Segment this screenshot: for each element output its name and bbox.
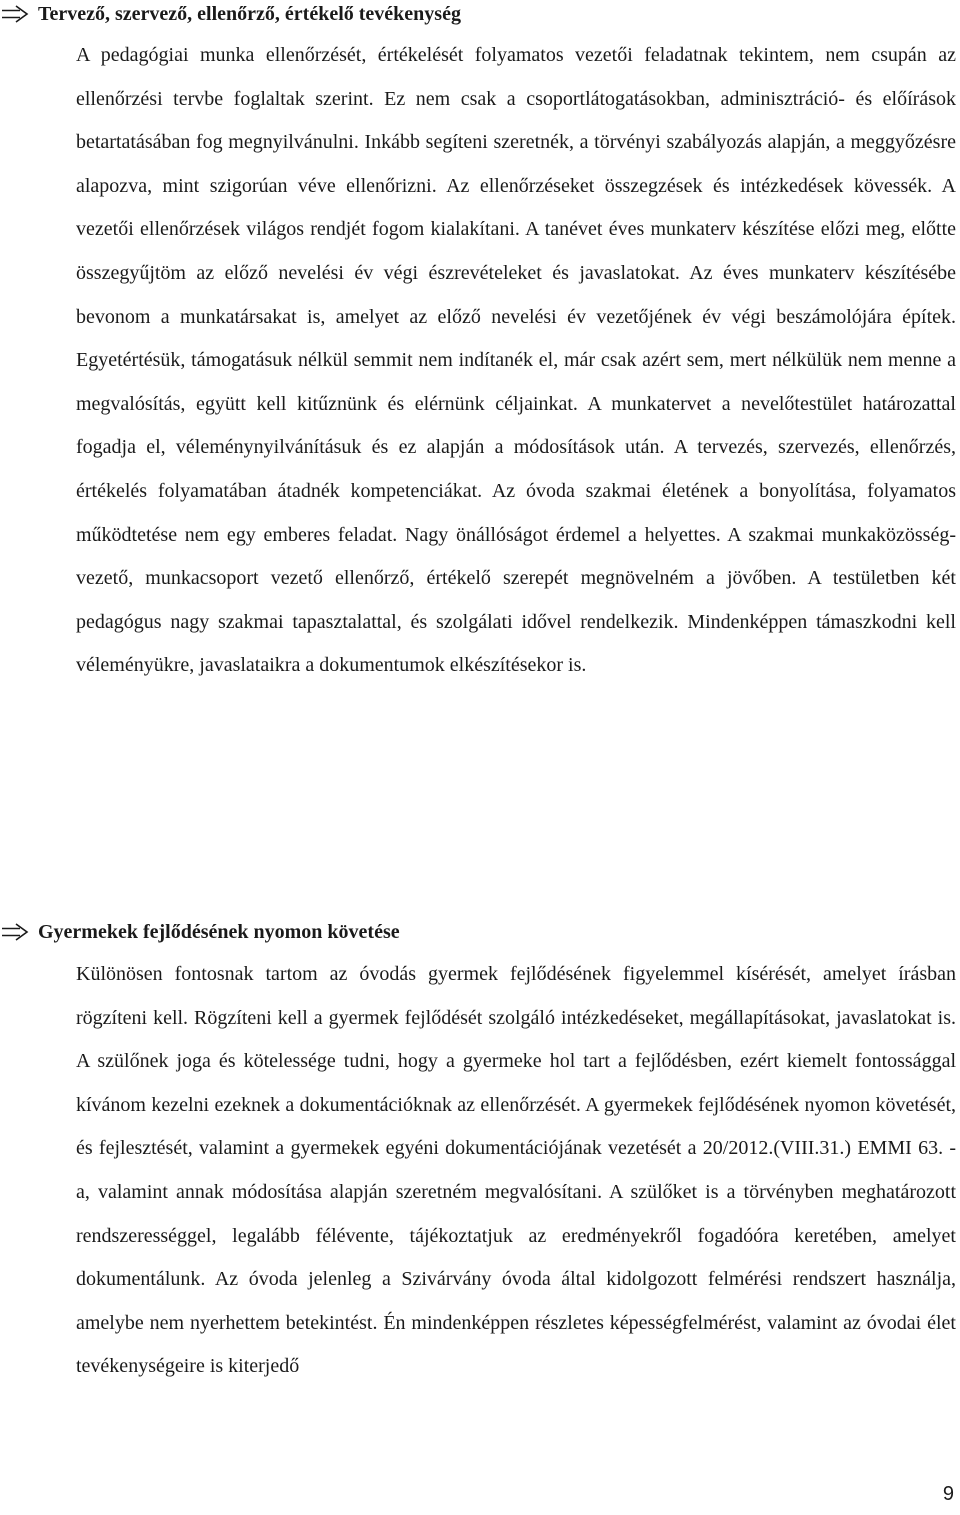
double-arrow-right-icon — [0, 922, 38, 942]
section-heading-2 — [0, 918, 955, 946]
section-paragraph-1: A pedagógiai munka ellenőrzését, értékelését folyamatos vezetői feladatnak tekintem, nem csupán az ellenőrzési tervbe foglaltak szerint. Ez nem csak a csoportlátogatásokban, adminisztráció- és előírások betartatásában fog megnyilvánulni. Inkább segíteni szeretnék, a törvényi szabályozás alapján, a meggyőzésre alapozva, mint szigorúan véve ellenőrizni. Az ellenőrzéseket összegzések és intézkedések kövessék. A vezetői ellenőrzések világos rendjét fogom kialakítani. A tanévet éves munkaterv készítése előzi meg, előtte összegyűjtöm az előző nevelési év végi észrevételeket és javaslatokat. Az éves munkaterv készítésébe bevonom a munkatársakat is, amelyet az előző nevelési év vezetőjének év végi beszámolójára építek. Egyetértésük, támogatásuk nélkül semmit nem indítanék el, már csak azért sem, mert nélkülük nem menne a megvalósítás, együtt kell kitűznünk és elérnünk céljainkat. A munkatervet a nevelőtestület határozattal fogadja el, véleménynyilvánításuk és ez alapján a módosítások után. A tervezés, szervezés, ellenőrzés, értékelés folyamatában átadnék kompetenciákat. Az óvoda szakmai életének a bonyolítása, folyamatos működtetése nem egy emberes feladat. Nagy önállóságot érdemel a helyettes. A szakmai munkaközösség-vezető, munkacsoport vezető ellenőrző, értékelő szerepét megnövelném a jövőben. A testületben két pedagógus nagy szakmai tapasztalattal, és szolgálati idővel rendelkezik. Mindenképpen támaszkodni kell véleményükre, javaslataikra a dokumentumok elkészítésekor is. — [76, 44, 956, 677]
double-arrow-right-icon — [0, 4, 38, 24]
section-heading-text: Tervező, szervező, ellenőrző, értékelő tevékenység — [38, 3, 461, 25]
section-heading-1 — [0, 0, 955, 28]
section-heading-text: Gyermekek fejlődésének nyomon követése — [38, 921, 400, 943]
section-paragraph-2: Különösen fontosnak tartom az óvodás gyermek fejlődésének figyelemmel kísérését, amelyet írásban rögzíteni kell. Rögzíteni kell a gyermek fejlődését szolgáló intézkedéseket, megállapításokat, javaslatokat is. A szülőnek joga és kötelessége tudni, hogy a gyermeke hol tart a fejlődésben, ezért kiemelt fontossággal kívánom kezelni ezeknek a dokumentációknak az ellenőrzését. A gyermekek fejlődésének nyomon követését, és fejlesztését, valamint a gyermekek egyéni dokumentációjának vezetését a 20/2012.(VIII.31.) EMMI 63. - a, valamint annak módosítása alapján szeretném megvalósítani. A szülőket is a törvényben meghatározott rendszerességgel, legalább félévente, tájékoztatjuk az eredményekről fogadóóra keretében, amelyet dokumentálunk. Az óvoda jelenleg a Szivárvány óvoda által kidolgozott felmérési rendszert használja, amelybe nem nyerhettem betekintést. Én mindenképpen részletes képességfelmérést, valamint az óvodai élet tevékenységeire is kiterjedő — [76, 963, 956, 1378]
page-number: 9 — [942, 1483, 954, 1505]
